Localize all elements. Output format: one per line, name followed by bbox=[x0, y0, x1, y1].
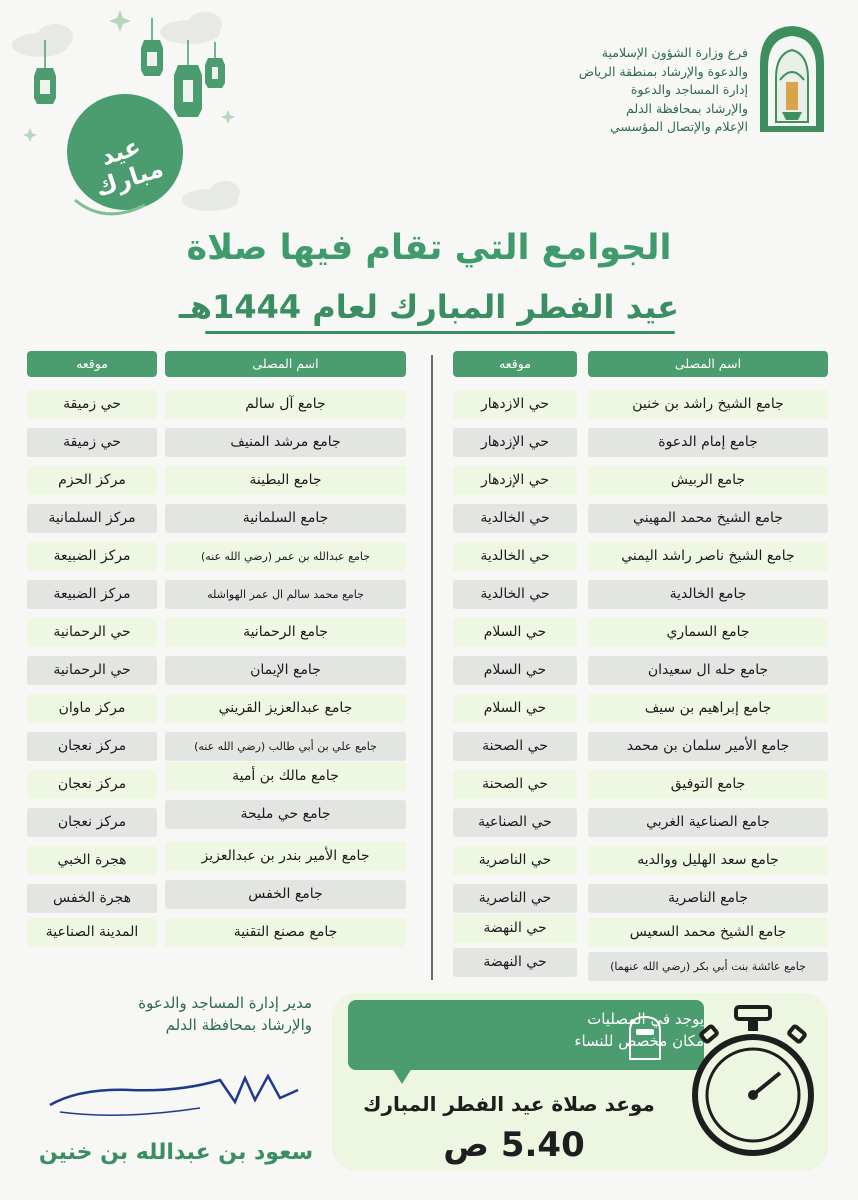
left-row-name: جامع مصنع التقنية bbox=[165, 918, 406, 947]
right-header-location: موقعه bbox=[453, 351, 577, 377]
left-row-name: جامع الخفس bbox=[165, 880, 406, 909]
left-row-location: مركز نعجان bbox=[27, 808, 157, 837]
page-subtitle bbox=[0, 288, 858, 326]
director-title bbox=[50, 992, 312, 1036]
right-row-location: حي الصناعية bbox=[453, 808, 577, 837]
left-row-name: جامع علي بن أبي طالب (رضي الله عنه) bbox=[165, 732, 406, 761]
right-row-location: حي الناصرية bbox=[453, 884, 577, 913]
eid-mubarak-text: عيد مبارك bbox=[91, 132, 167, 203]
right-row-name: جامع إمام الدعوة bbox=[588, 428, 828, 457]
right-row-name: جامع الناصرية bbox=[588, 884, 828, 913]
right-row-name: جامع إبراهيم بن سيف bbox=[588, 694, 828, 723]
page-title: الجوامع التي تقام فيها صلاة bbox=[186, 228, 672, 268]
left-row-name: جامع الإيمان bbox=[165, 656, 406, 685]
mosque-emblem-icon bbox=[756, 24, 828, 136]
left-header-name: اسم المصلى bbox=[165, 351, 406, 377]
right-row-location: حي الناصرية bbox=[453, 846, 577, 875]
prayer-time-label: موعد صلاة عيد الفطر المبارك bbox=[363, 1092, 655, 1116]
left-row-name: جامع محمد سالم ال عمر الهواشله bbox=[165, 580, 406, 609]
left-row-location: حي زميقة bbox=[27, 390, 157, 419]
right-row-location: حي الإزدهار bbox=[453, 466, 577, 495]
right-row-name: جامع عائشة بنت أبي بكر (رضي الله عنهما) bbox=[588, 952, 828, 981]
right-row-name: جامع الشيخ محمد السعيس bbox=[588, 918, 828, 947]
left-row-location: حي الرحمانية bbox=[27, 656, 157, 685]
left-header-location: موقعه bbox=[27, 351, 157, 377]
left-row-location: هجرة الخفس bbox=[27, 884, 157, 913]
right-row-location: حي الإزدهار bbox=[453, 428, 577, 457]
left-row-name: جامع آل سالم bbox=[165, 390, 406, 419]
director-line-1: مدير إدارة المساجد والدعوة bbox=[138, 994, 312, 1012]
left-row-name: جامع حي مليحة bbox=[165, 800, 406, 829]
right-header-name: اسم المصلى bbox=[588, 351, 828, 377]
stopwatch-icon bbox=[688, 1003, 818, 1163]
signature-image bbox=[40, 1060, 310, 1130]
left-row-location: حي الرحمانية bbox=[27, 618, 157, 647]
left-row-location: مركز نعجان bbox=[27, 770, 157, 799]
ministry-line-1: فرع وزارة الشؤون الإسلامية bbox=[601, 45, 748, 60]
right-row-name: جامع الشيخ محمد المهيني bbox=[588, 504, 828, 533]
right-row-location: حي الازدهار bbox=[453, 390, 577, 419]
ministry-line-4: والإرشاد بمحافظة الدلم bbox=[626, 100, 748, 116]
right-row-location: حي السلام bbox=[453, 656, 577, 685]
ministry-line-3: إدارة المساجد والدعوة bbox=[630, 82, 748, 97]
column-divider bbox=[431, 355, 433, 980]
ministry-line-2: والدعوة والإرشاد بمنطقة الرياض bbox=[578, 63, 748, 79]
left-row-name: جامع مرشد المنيف bbox=[165, 428, 406, 457]
left-row-location: مركز الضبيعة bbox=[27, 542, 157, 571]
right-row-name: جامع التوفيق bbox=[588, 770, 828, 799]
left-row-location: المدينة الصناعية bbox=[27, 918, 157, 947]
women-notice-tail bbox=[392, 1068, 412, 1084]
left-row-name: جامع الرحمانية bbox=[165, 618, 406, 647]
right-row-location: حي النهضة bbox=[453, 948, 577, 977]
right-row-location: حي السلام bbox=[453, 694, 577, 723]
left-row-location: هجرة الخبي bbox=[27, 846, 157, 875]
right-row-name: جامع الخالدية bbox=[588, 580, 828, 609]
left-row-location: مركز السلمانية bbox=[27, 504, 157, 533]
left-row-location: مركز الحزم bbox=[27, 466, 157, 495]
right-row-name: جامع حله ال سعيدان bbox=[588, 656, 828, 685]
right-row-name: جامع السماري bbox=[588, 618, 828, 647]
left-row-name: جامع الأمير بندر بن عبدالعزيز bbox=[165, 842, 406, 871]
right-row-name: جامع سعد الهليل ووالديه bbox=[588, 846, 828, 875]
right-row-location: حي الخالدية bbox=[453, 542, 577, 571]
right-row-name: جامع الشيخ ناصر راشد اليمني bbox=[588, 542, 828, 571]
left-row-location: مركز نعجان bbox=[27, 732, 157, 761]
ministry-header-text bbox=[408, 44, 748, 137]
women-notice-line-2: مكان مخصص للنساء bbox=[574, 1032, 704, 1050]
right-row-name: جامع الصناعية الغربي bbox=[588, 808, 828, 837]
right-row-location: حي الصحنة bbox=[453, 770, 577, 799]
left-row-location: حي زميقة bbox=[27, 428, 157, 457]
prayer-time-value: 5.40 ص bbox=[443, 1125, 585, 1165]
left-row-name: جامع السلمانية bbox=[165, 504, 406, 533]
left-row-name: جامع مالك بن أمية bbox=[165, 762, 406, 791]
right-row-name: جامع الشيخ راشد بن خنين bbox=[588, 390, 828, 419]
right-row-location: حي الخالدية bbox=[453, 504, 577, 533]
left-row-location: مركز ماوان bbox=[27, 694, 157, 723]
left-row-name: جامع عبدالله بن عمر (رضي الله عنه) bbox=[165, 542, 406, 571]
women-notice-line-1: يوجد في المصليات bbox=[587, 1010, 704, 1028]
right-row-name: جامع الربيش bbox=[588, 466, 828, 495]
women-notice-text bbox=[444, 1008, 704, 1052]
right-row-name: جامع الأمير سلمان بن محمد bbox=[588, 732, 828, 761]
signer-name: سعود بن عبدالله بن خنين bbox=[38, 1140, 314, 1165]
left-row-name: جامع البطينة bbox=[165, 466, 406, 495]
left-row-location: مركز الضبيعة bbox=[27, 580, 157, 609]
page-subtitle-text: عيد الفطر المبارك لعام 1444هـ bbox=[178, 288, 680, 326]
subtitle-underline bbox=[205, 331, 675, 334]
right-row-location: حي السلام bbox=[453, 618, 577, 647]
left-row-name: جامع عبدالعزيز القريني bbox=[165, 694, 406, 723]
right-row-location: حي الخالدية bbox=[453, 580, 577, 609]
right-row-location: حي الصحنة bbox=[453, 732, 577, 761]
right-row-location: حي النهضة bbox=[453, 914, 577, 943]
ministry-line-5: الإعلام والإتصال المؤسسي bbox=[609, 119, 748, 134]
director-line-2: والإرشاد بمحافظة الدلم bbox=[165, 1016, 312, 1034]
